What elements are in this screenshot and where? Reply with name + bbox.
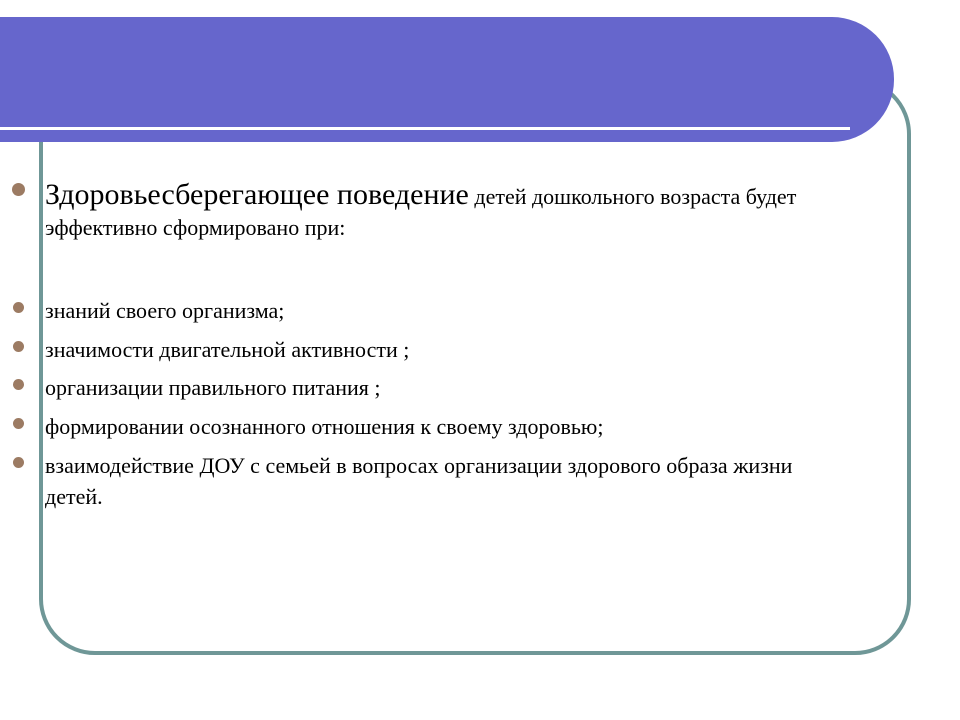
- bullet-icon: [13, 457, 24, 468]
- list-item: взаимодействие ДОУ с семьей в вопросах организации здорового образа жизни детей.: [45, 453, 793, 509]
- list-item: значимости двигательной активности ;: [45, 337, 410, 362]
- bullet-icon: [12, 183, 25, 196]
- lead-continuation: детей дошкольного возраста будет эффективно сформировано при:: [45, 184, 797, 240]
- bullet-icon: [13, 379, 24, 390]
- bullet-icon: [13, 418, 24, 429]
- lead-emphasis: Здоровьесберегающее поведение: [45, 178, 469, 211]
- list-item: знаний своего организма;: [45, 298, 285, 323]
- list-item: формировании осознанного отношения к своему здоровью;: [45, 414, 604, 439]
- list-item: организации правильного питания ;: [45, 375, 381, 400]
- bullet-icon: [13, 302, 24, 313]
- lead-paragraph: [45, 179, 815, 243]
- bullet-icon: [13, 341, 24, 352]
